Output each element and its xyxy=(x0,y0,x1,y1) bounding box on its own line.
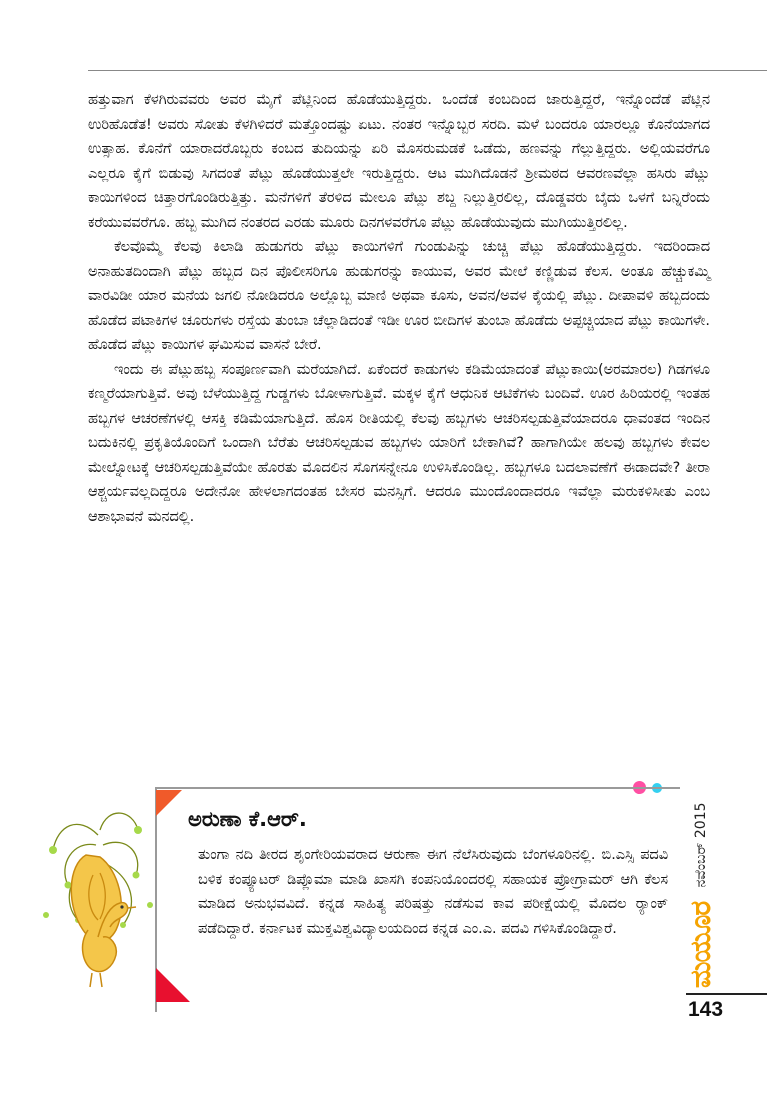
corner-triangle-bottom xyxy=(156,968,190,1002)
page-number-rule xyxy=(686,993,767,995)
author-name: ಅರುಣಾ ಕೆ.ಆರ್. xyxy=(188,807,307,831)
article-paragraph-3: ಇಂದು ಈ ಪೆಟ್ಲುಹಬ್ಬ ಸಂಪೂರ್ಣವಾಗಿ ಮರೆಯಾಗಿದೆ. ಏಕೆಂದರೆ ಕಾಡುಗಳು ಕಡಿಮೆಯಾದಂತೆ ಪೆಟ್ಲುಕಾಯಿ(ಅರಮಾರಲ) ಗಿಡಗಳೂ ಕಣ್ಮರೆಯಾಗುತ್ತಿವೆ. ಅವು ಬೆಳೆಯುತ್ತಿದ್ದ ಗುಡ್ಡಗಳು ಬೋಳಾಗುತ್ತಿವೆ. ಮಕ್ಕಳ ಕೈಗೆ ಆಧುನಿಕ ಆಟಿಕೆಗಳು ಬಂದಿವೆ. ಊರ ಹಿರಿಯರಲ್ಲಿ ಇಂತಹ ಹಬ್ಬಗಳ ಆಚರಣೆಗಳಲ್ಲಿ ಆಸಕ್ತಿ ಕಡಿಮೆಯಾಗುತ್ತಿದೆ. ಹೊಸ ರೀತಿಯಲ್ಲಿ ಕೆಲವು ಹಬ್ಬಗಳು ಆಚರಿಸಲ್ಪಡುತ್ತಿವೆಯಾದರೂ ಧಾವಂತದ ಇಂದಿನ ಬದುಕಿನಲ್ಲಿ ಪ್ರಕೃತಿಯೊಂದಿಗೆ ಒಂದಾಗಿ ಬೆರೆತು ಆಚರಿಸಲ್ಪಡುವ ಹಬ್ಬಗಳು ಯಾರಿಗೆ ಬೇಕಾಗಿವೆ? ಹಾಗಾಗಿಯೇ ಹಲವು ಹಬ್ಬಗಳು ಕೇವಲ ಮೇಲ್ನೋಟಕ್ಕೆ ಆಚರಿಸಲ್ಪಡುತ್ತಿವೆಯೇ ಹೊರತು ಮೊದಲಿನ ಸೊಗಸನ್ನೇನೂ ಉಳಿಸಿಕೊಂಡಿಲ್ಲ. ಹಬ್ಬಗಳೂ ಬದಲಾವಣೆಗೆ ಈಡಾದವೇ? ತೀರಾ ಆಶ್ಚರ್ಯವಲ್ಲದಿದ್ದರೂ ಅದೇನೋ ಹೇಳಲಾಗದಂತಹ ಬೇಸರ ಮನಸ್ಸಿಗೆ. ಆದರೂ ಮುಂದೊಂದಾದರೂ ಇವೆಲ್ಲಾ ಮರುಕಳಿಸೀತು ಎಂಬ ಆಶಾಭಾವನೆ ಮನದಲ್ಲಿ. xyxy=(88,361,710,525)
article-paragraph-2: ಕೆಲವೊಮ್ಮೆ ಕೆಲವು ಕಿಲಾಡಿ ಹುಡುಗರು ಪೆಟ್ಲು ಕಾಯಿಗಳಿಗೆ ಗುಂಡುಪಿನ್ನು ಚುಚ್ಚಿ ಪೆಟ್ಲು ಹೊಡೆಯುತ್ತಿದ್ದರು. ಇದರಿಂದಾದ ಅನಾಹುತದಿಂದಾಗಿ ಪೆಟ್ಲು ಹಬ್ಬದ ದಿನ ಪೊಲೀಸರಿಗೂ ಹುಡುಗರನ್ನು ಕಾಯುವ, ಅವರ ಮೇಲೆ ಕಣ್ಣಿಡುವ ಕೆಲಸ. ಅಂತೂ ಹೆಚ್ಚುಕಮ್ಮಿ ವಾರವಿಡೀ ಯಾರ ಮನೆಯ ಜಗಲಿ ನೋಡಿದರೂ ಅಲ್ಲೊಬ್ಬ ಮಾಣಿ ಅಥವಾ ಕೂಸು, ಅವನ/ಅವಳ ಕೈಯಲ್ಲಿ ಪೆಟ್ಲು. ದೀಪಾವಳಿ ಹಬ್ಬದಂದು ಹೊಡೆದ ಪಟಾಕಿಗಳ ಚೂರುಗಳು ರಸ್ತೆಯ ತುಂಬಾ ಚೆಲ್ಲಾಡಿದಂತೆ ಇಡೀ ಊರ ಬೀದಿಗಳ ತುಂಬಾ ಹೊಡೆದು ಅಪ್ಪಚ್ಚಿಯಾದ ಪೆಟ್ಲು ಕಾಯಿಗಳೇ. ಹೊಡೆದ ಪೆಟ್ಲು ಕಾಯಿಗಳ ಘಮಿಸುವ ವಾಸನೆ ಬೇರೆ. xyxy=(88,239,710,353)
issue-date xyxy=(690,790,712,900)
corner-triangle-top xyxy=(156,790,182,816)
author-bio: ತುಂಗಾ ನದಿ ತೀರದ ಶೃಂಗೇರಿಯವರಾದ ಆರುಣಾ ಈಗ ನೆಲೆಸಿರುವುದು ಬೆಂಗಳೂರಿನಲ್ಲಿ. ಬಿ.ಎಸ್ಸಿ ಪದವಿ ಬಳಿಕ ಕಂಪ್ಯೂಟರ್ ಡಿಪ್ಲೊಮಾ ಮಾಡಿ ಖಾಸಗಿ ಕಂಪನಿಯೊಂದರಲ್ಲಿ ಸಹಾಯಕ ಪ್ರೋಗ್ರಾಮರ್ ಆಗಿ ಕೆಲಸ ಮಾಡಿದ ಅನುಭವವಿದೆ. ಕನ್ನಡ ಸಾಹಿತ್ಯ ಪರಿಷತ್ತು ನಡೆಸುವ ಕಾವ ಪರೀಕ್ಷೆಯಲ್ಲಿ ಮೊದಲ ರ್‍ಯಾಂಕ್ ಪಡೆದಿದ್ದಾರೆ. ಕರ್ನಾಟಕ ಮುಕ್ತವಿಶ್ವವಿದ್ಯಾಲಯದಿಂದ ಕನ್ನಡ ಎಂ.ಎ. ಪದವಿ ಗಳಿಸಿಕೊಂಡಿದ್ದಾರೆ. xyxy=(198,847,668,937)
issue-date-text: ನವೆಂಬರ್ 2015 xyxy=(693,802,709,888)
peacock-illustration xyxy=(38,795,156,1005)
article-body xyxy=(88,88,710,529)
page-number: 143 xyxy=(688,998,724,1021)
top-rule xyxy=(88,70,767,71)
bio-frame-top-rule xyxy=(155,787,680,789)
magazine-logo xyxy=(684,901,717,989)
magazine-logo-text: ಮಯೂರ xyxy=(684,901,717,989)
article-paragraph-1: ಹತ್ತುವಾಗ ಕೆಳಗಿರುವವರು ಅವರ ಮೈಗೆ ಪೆಟ್ಲಿನಿಂದ ಹೊಡೆಯುತ್ತಿದ್ದರು. ಒಂದೆಡೆ ಕಂಬದಿಂದ ಜಾರುತ್ತಿದ್ದರೆ, ಇನ್ನೊಂದೆಡೆ ಪೆಟ್ಲಿನ ಉರಿಹೊಡೆತ! ಅವರು ಸೋತು ಕೆಳಗಿಳಿದರೆ ಮತ್ತೊಂದಷ್ಟು ಏಟು. ನಂತರ ಇನ್ನೊಬ್ಬರ ಸರದಿ. ಮಳೆ ಬಂದರೂ ಯಾರಲ್ಲೂ ಕೊನೆಯಾಗದ ಉತ್ಸಾಹ. ಕೊನೆಗೆ ಯಾರಾದರೊಬ್ಬರು ಕಂಬದ ತುದಿಯನ್ನು ಏರಿ ಮೊಸರುಮಡಕೆ ಒಡೆದು, ಹಣವನ್ನು ಗೆಲ್ಲುತ್ತಿದ್ದರು. ಅಲ್ಲಿಯವರೆಗೂ ಎಲ್ಲರೂ ಕೈಗೆ ಬಿಡುವು ಸಿಗದಂತೆ ಪೆಟ್ಲು ಹೊಡೆಯುತ್ತಲೇ ಇರುತ್ತಿದ್ದರು. ಆಟ ಮುಗಿದೊಡನೆ ಶ್ರೀಮಠದ ಆವರಣವೆಲ್ಲಾ ಹಸಿರು ಪೆಟ್ಲು ಕಾಯಿಗಳಿಂದ ಚಿತ್ತಾರಗೊಂಡಿರುತ್ತಿತ್ತು. ಮನೆಗಳಿಗೆ ತೆರಳಿದ ಮೇಲೂ ಪೆಟ್ಲು ಶಬ್ದ ನಿಲ್ಲುತ್ತಿರಲಿಲ್ಲ, ದೊಡ್ಡವರು ಬೈದು ಒಳಗೆ ಬನ್ನಿರೆಂದು ಕರೆಯುವವರೆಗೂ. ಹಬ್ಬ ಮುಗಿದ ನಂತರದ ಎರಡು ಮೂರು ದಿನಗಳವರೆಗೂ ಪೆಟ್ಲು ಹೊಡೆಯುವುದು ಮುಗಿಯುತ್ತಿರಲಿಲ್ಲ. xyxy=(88,92,710,231)
